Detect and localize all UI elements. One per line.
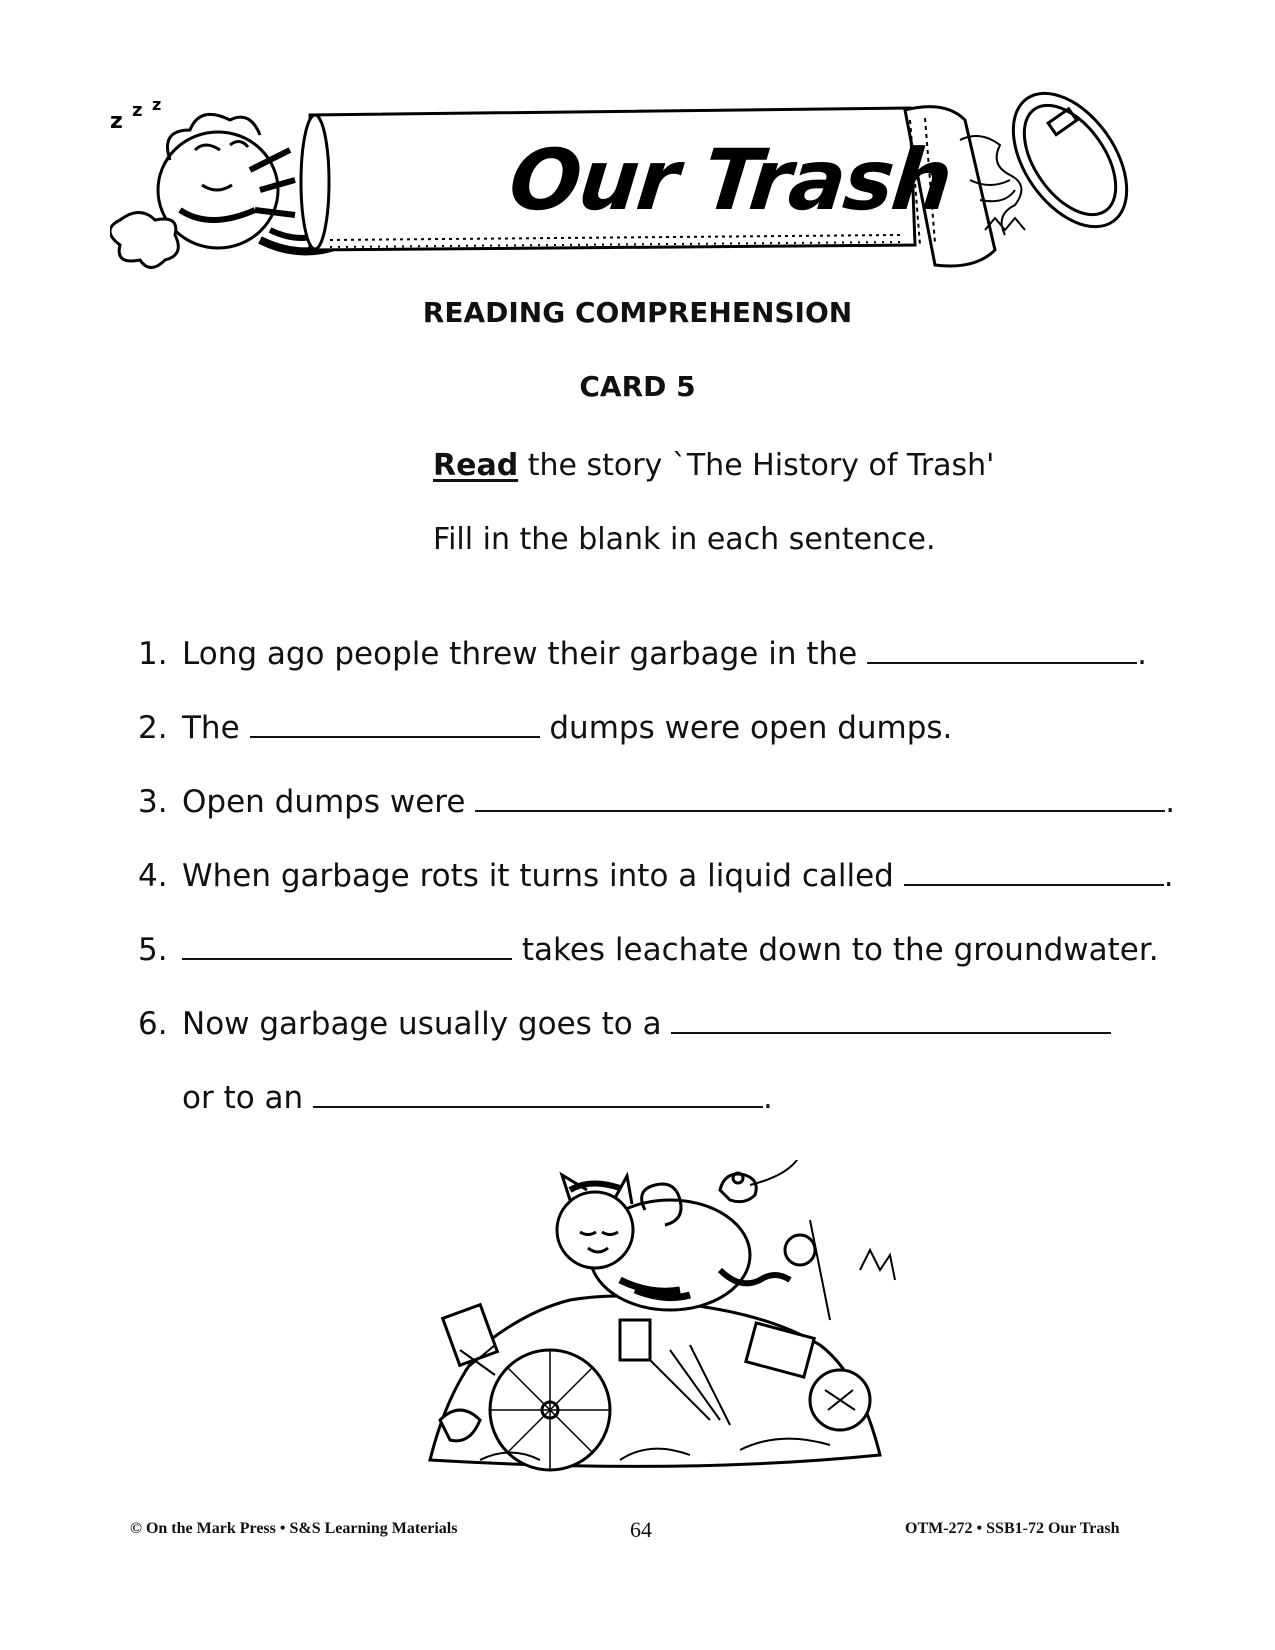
svg-text:z: z: [110, 109, 123, 134]
question-number: 2.: [138, 710, 168, 746]
question-text-before: The: [182, 710, 250, 746]
answer-blank[interactable]: [182, 928, 512, 960]
question-number: 3.: [138, 784, 168, 820]
question-5: [138, 928, 1159, 968]
answer-blank[interactable]: [475, 780, 1165, 812]
question-3: [138, 780, 1175, 820]
question-text-before: When garbage rots it turns into a liquid called: [182, 858, 904, 894]
question-text-before: Now garbage usually goes to a: [182, 1006, 672, 1042]
question-text-after: dumps were open dumps.: [539, 710, 953, 746]
answer-blank[interactable]: [250, 706, 540, 738]
question-4: [138, 854, 1174, 894]
question-6-continued: [182, 1076, 773, 1116]
question-number: 6.: [138, 1006, 168, 1042]
question-number: 1.: [138, 636, 168, 672]
card-label: CARD 5: [579, 370, 696, 403]
question-text-after: .: [763, 1080, 773, 1116]
question-text-after: .: [1137, 636, 1147, 672]
question-text-before: or to an: [182, 1080, 314, 1116]
cat-on-trash-pile-illustration: [420, 1160, 920, 1490]
question-text-after: takes leachate down to the groundwater.: [512, 932, 1159, 968]
page-number: 64: [630, 1517, 652, 1542]
answer-blank[interactable]: [904, 854, 1164, 886]
answer-blank[interactable]: [671, 1002, 1111, 1034]
footer-product-code: OTM-272 • SSB1-72 Our Trash: [905, 1520, 1120, 1537]
question-text-after: .: [1163, 858, 1174, 894]
question-text-after: .: [1165, 784, 1176, 820]
footer-copyright: © On the Mark Press • S&S Learning Materials: [130, 1520, 458, 1537]
instruction-read: [433, 448, 994, 483]
page-title: Our Trash: [504, 131, 956, 229]
question-number: 4.: [138, 858, 168, 894]
question-2: [138, 706, 952, 746]
question-number: 5.: [138, 932, 168, 968]
answer-blank[interactable]: [313, 1076, 763, 1108]
svg-text:z: z: [132, 100, 143, 121]
instruction-fill: Fill in the blank in each sentence.: [433, 522, 936, 557]
question-1: [138, 632, 1147, 672]
instruction-read-rest: the story `The History of Trash': [518, 448, 995, 483]
read-keyword: Read: [433, 448, 519, 483]
svg-text:z: z: [152, 95, 162, 114]
section-heading: READING COMPREHENSION: [422, 296, 853, 329]
answer-blank[interactable]: [867, 632, 1137, 664]
question-text-before: Long ago people threw their garbage in the: [182, 636, 868, 672]
question-text-before: Open dumps were: [182, 784, 476, 820]
question-6: [138, 1002, 1111, 1042]
